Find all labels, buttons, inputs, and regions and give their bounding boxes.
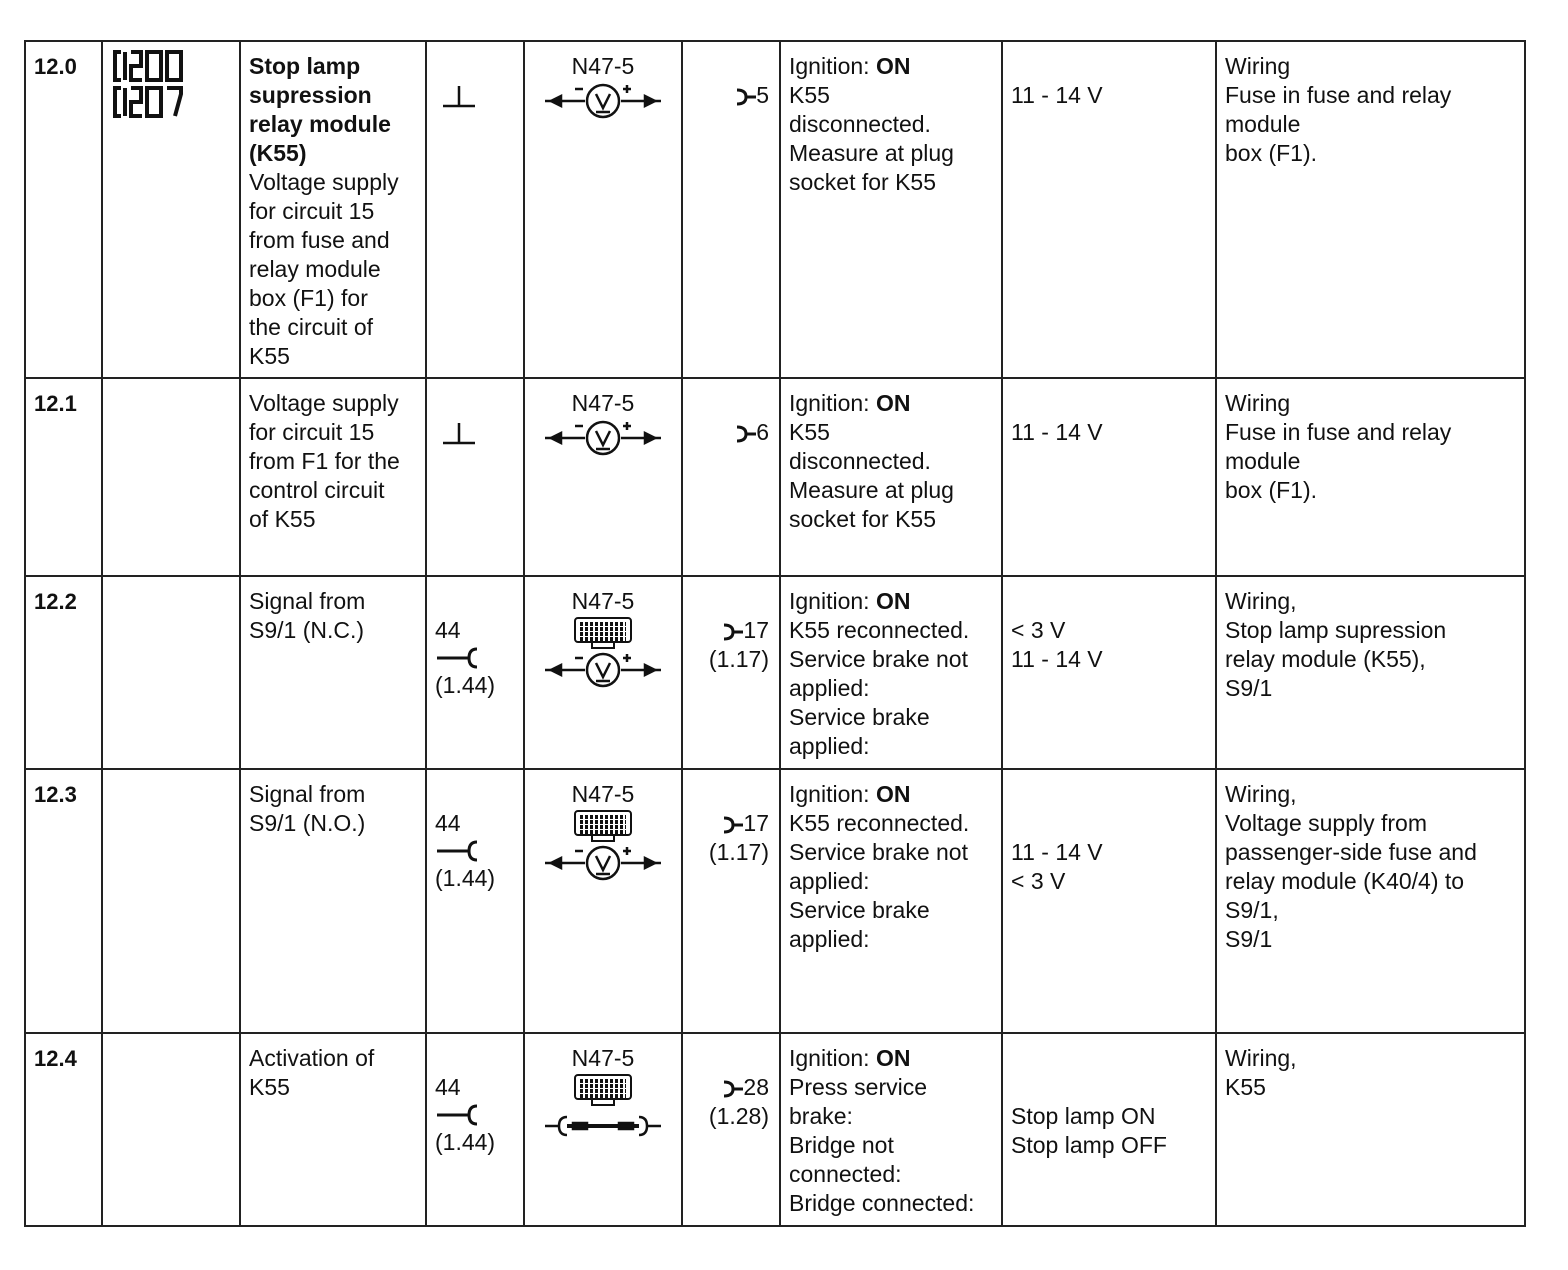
pin-number: 17: [743, 617, 769, 643]
signal-connector: [427, 770, 523, 893]
step-number: 12.3: [34, 782, 77, 807]
fault-codes: [103, 42, 239, 118]
component-title: Stop lamp supression relay module (K55): [249, 53, 391, 166]
diagnostic-table: [24, 40, 1526, 1227]
pin-number: 17: [743, 810, 769, 836]
pin-number: 28: [743, 1074, 769, 1100]
fault-code-c1200: [111, 50, 203, 82]
test-conditions: Ignition: ON Press service brake: Bridge not connected: Bridge connected:: [789, 1045, 975, 1216]
fault-code-c1207: [111, 86, 203, 118]
test-conditions: Ignition: ON K55 reconnected. Service brake not applied: Service brake applied:: [789, 781, 970, 952]
bridge-icon: [543, 1111, 663, 1141]
ground-icon: [431, 70, 523, 110]
step-number: 12.4: [34, 1046, 77, 1071]
pin-sub: (1.17): [708, 646, 769, 672]
table-row: [25, 1033, 1525, 1226]
step-number: 12.1: [34, 391, 77, 416]
plug-socket-icon: [572, 1073, 634, 1107]
test-conditions: Ignition: ON K55 reconnected. Service brake not applied: Service brake applied:: [789, 588, 970, 759]
nominal-values: Stop lamp ON Stop lamp OFF: [1011, 1103, 1167, 1158]
code-text: C1200: [111, 50, 114, 51]
nominal-values: 11 - 14 V: [1011, 82, 1103, 108]
test-conditions: Ignition: ON K55 disconnected. Measure at plug socket for K55: [789, 390, 954, 532]
table-row: [25, 378, 1525, 576]
table-row: [25, 41, 1525, 378]
step-number: 12.0: [34, 54, 77, 79]
table-row: [25, 769, 1525, 1033]
possible-cause: Wiring, Stop lamp supression relay module (K55), S9/1: [1225, 588, 1447, 701]
test-conditions: Ignition: ON K55 disconnected. Measure at plug socket for K55: [789, 53, 954, 195]
connector-icon: [435, 1102, 481, 1128]
voltmeter-icon: [543, 81, 663, 121]
nominal-values: 11 - 14 V < 3 V: [1011, 839, 1103, 894]
signal-connector: [427, 1034, 523, 1157]
signal-pin-sub: (1.44): [435, 865, 496, 891]
step-number: 12.2: [34, 589, 77, 614]
signal-pin: 44: [435, 617, 461, 643]
plug-socket-icon: [572, 616, 634, 650]
connector-icon: [435, 838, 481, 864]
pin-socket: [691, 81, 769, 110]
pin-sub: (1.17): [708, 839, 769, 865]
pin-sub: (1.28): [708, 1103, 769, 1129]
signal-pin: 44: [435, 810, 461, 836]
code-text: C1207: [111, 86, 114, 87]
test-description: Activation of K55: [249, 1045, 375, 1100]
voltmeter-icon: [543, 650, 663, 690]
pin-socket: [683, 1034, 779, 1131]
signal-pin-sub: (1.44): [435, 672, 496, 698]
meter-label: N47-5: [571, 390, 635, 416]
connector-icon: [721, 815, 743, 835]
pin-number: 6: [756, 419, 769, 445]
signal-pin: 44: [435, 1074, 461, 1100]
meter-label: N47-5: [571, 588, 635, 614]
possible-cause: Wiring, Voltage supply from passenger-side fuse and relay module (K40/4) to S9/1, S9/1: [1225, 781, 1477, 952]
test-description: Voltage supply for circuit 15 from F1 for the control circuit of K55: [249, 390, 400, 532]
pin-socket: [683, 770, 779, 867]
table-row: [25, 576, 1525, 769]
meter-label: N47-5: [571, 781, 635, 807]
connector-icon: [721, 1079, 743, 1099]
test-description: Signal from S9/1 (N.O.): [249, 781, 366, 836]
voltmeter-icon: [543, 418, 663, 458]
pin-number: 5: [756, 82, 769, 108]
possible-cause: Wiring Fuse in fuse and relay module box (F1).: [1225, 53, 1452, 166]
meter-label: N47-5: [571, 53, 635, 79]
meter-label: N47-5: [571, 1045, 635, 1071]
connector-icon: [734, 424, 756, 444]
nominal-values: < 3 V 11 - 14 V: [1011, 617, 1103, 672]
plug-socket-icon: [572, 809, 634, 843]
pin-socket: [691, 418, 769, 447]
test-description: Signal from S9/1 (N.C.): [249, 588, 366, 643]
connector-icon: [435, 645, 481, 671]
possible-cause: Wiring, K55: [1225, 1045, 1297, 1100]
nominal-values: 11 - 14 V: [1011, 419, 1103, 445]
ground-icon: [431, 407, 523, 447]
possible-cause: Wiring Fuse in fuse and relay module box (F1).: [1225, 390, 1452, 503]
voltmeter-icon: [543, 843, 663, 883]
connector-icon: [721, 622, 743, 642]
connector-icon: [734, 87, 756, 107]
test-description: Voltage supply for circuit 15 from fuse and relay module box (F1) for the circuit of K55: [249, 169, 399, 369]
pin-socket: [683, 577, 779, 674]
signal-pin-sub: (1.44): [435, 1129, 496, 1155]
signal-connector: [427, 577, 523, 700]
